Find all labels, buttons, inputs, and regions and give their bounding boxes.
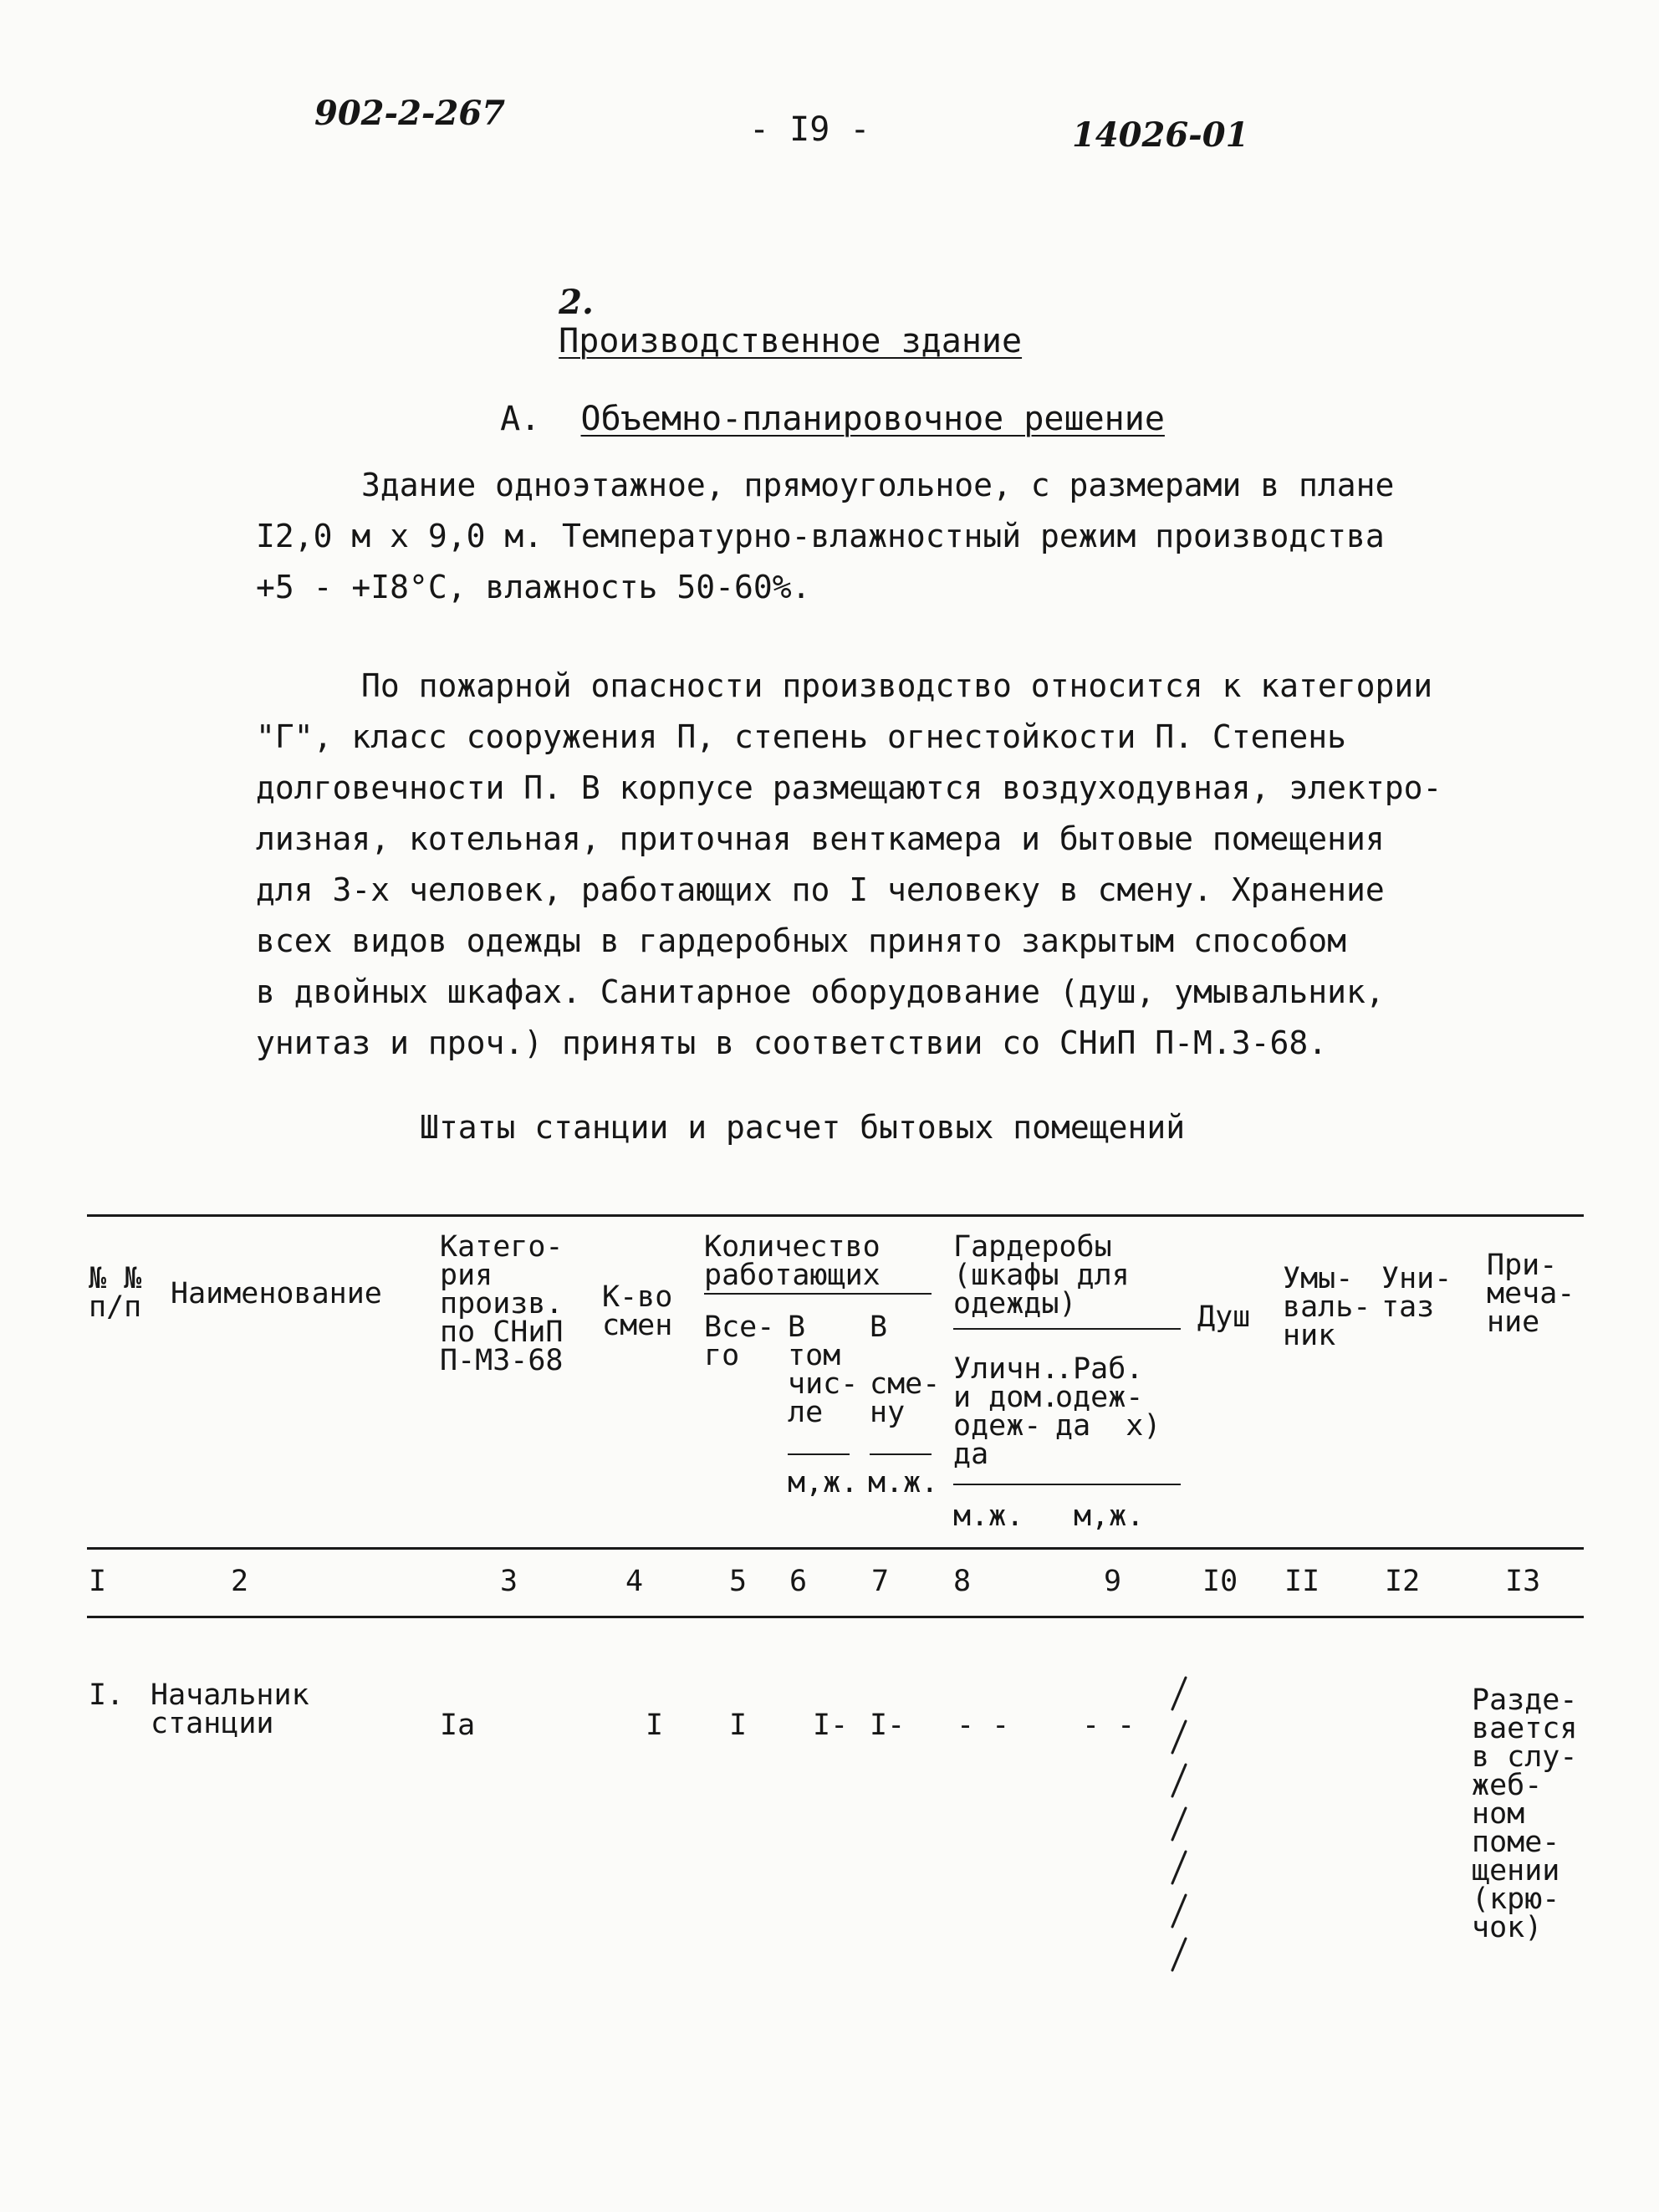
column-number: 9 — [1104, 1565, 1122, 1598]
header-shower: Душ — [1197, 1300, 1251, 1334]
workers-shift-underline — [870, 1453, 932, 1455]
paragraph-line: I2,0 м х 9,0 м. Температурно-влажностный режим производства — [256, 518, 1385, 554]
paragraph-line: +5 - +I8°С, влажность 50-60%. — [256, 569, 811, 605]
table-top-rule — [87, 1214, 1584, 1217]
header-name: Наименование — [171, 1277, 382, 1310]
column-number: 5 — [729, 1565, 748, 1598]
row-name: Начальник станции — [151, 1678, 309, 1740]
document-number: 902-2-267 — [314, 94, 506, 133]
header-num: № № п/п — [89, 1262, 142, 1324]
column-number: 6 — [789, 1565, 808, 1598]
header-toilet: Уни- таз — [1381, 1262, 1452, 1324]
header-workers-all: Все- го — [704, 1310, 775, 1372]
column-number: I3 — [1505, 1565, 1541, 1598]
column-continuation-slashes — [1154, 1673, 1204, 1990]
page-number: - I9 - — [749, 110, 870, 149]
header-wardrobe-title: Гардеробы (шкафы для одежды) — [953, 1230, 1130, 1321]
subsection-heading — [460, 361, 1165, 438]
wardrobe-underline — [953, 1328, 1181, 1330]
row-wardrobe-work: - - — [1082, 1709, 1136, 1742]
header-note: При- меча- ние — [1487, 1249, 1575, 1339]
workers-incl-underline — [788, 1453, 850, 1455]
header-workers-incl: В том чис- ле — [788, 1310, 859, 1429]
table-header-rule — [87, 1547, 1584, 1550]
column-number: I — [89, 1565, 107, 1598]
row-note: Разде- вается в слу- жеб- ном поме- щении (крю- чок) — [1472, 1683, 1578, 1944]
row-num: I. — [89, 1678, 125, 1712]
subsection-title: Объемно-планировочное решение — [580, 400, 1165, 438]
table-numbers-rule — [87, 1616, 1584, 1618]
paragraph-line: унитаз и проч.) приняты в соответствии со СНиП П-М.3-68. — [256, 1024, 1328, 1061]
paragraph-line: лизная, котельная, приточная венткамера и бытовые помещения — [256, 820, 1385, 857]
row-workers-incl: I- — [813, 1709, 849, 1742]
header-wardrobe-mf1: м.ж. — [953, 1499, 1024, 1533]
workers-underline — [704, 1293, 932, 1295]
paragraph-line: в двойных шкафах. Санитарное оборудование (душ, умывальник, — [256, 973, 1385, 1010]
subsection-letter: А. — [500, 400, 541, 438]
section-heading — [518, 244, 1022, 360]
column-number: 2 — [231, 1565, 249, 1598]
row-category: Iа — [440, 1709, 476, 1742]
column-number: 4 — [625, 1565, 644, 1598]
header-shifts: К-во смен — [602, 1280, 673, 1342]
column-number: II — [1284, 1565, 1320, 1598]
header-washbasin: Умы- валь- ник — [1283, 1262, 1371, 1352]
row-workers-shift: I- — [870, 1709, 906, 1742]
paragraph-line: Здание одноэтажное, прямоугольное, с размерами в плане — [361, 467, 1395, 503]
section-title: Производственное здание — [559, 322, 1023, 360]
row-shifts: I — [646, 1709, 664, 1742]
paragraph-line: "Г", класс сооружения П, степень огнестойкости П. Степень — [256, 718, 1347, 755]
header-workers-incl-mf: м,ж. — [788, 1466, 859, 1499]
header-workers-shift-mf: м.ж. — [868, 1466, 939, 1499]
header-wardrobe-mf2: м,ж. — [1074, 1499, 1145, 1533]
album-number: 14026-01 — [1072, 115, 1249, 155]
column-number: 7 — [871, 1565, 890, 1598]
header-wardrobe-work: .Раб. одеж- да х) — [1055, 1352, 1161, 1443]
paragraph-line: По пожарной опасности производство относится к категории — [361, 667, 1433, 704]
header-wardrobe-street: Уличн. и дом. одеж- да — [953, 1352, 1059, 1471]
paragraph-line: для 3-х человек, работающих по I человеку в смену. Хранение — [256, 871, 1385, 908]
section-number: 2. — [559, 283, 594, 322]
table-title: Штаты станции и расчет бытовых помещений — [420, 1109, 1186, 1146]
row-workers-all: I — [729, 1709, 748, 1742]
column-number: 8 — [953, 1565, 972, 1598]
header-category: Катего- рия произв. по СНиП П-МЗ-68 — [440, 1230, 564, 1377]
column-number: I0 — [1202, 1565, 1238, 1598]
header-workers-shift: В сме- ну — [870, 1310, 941, 1429]
paragraph-line: долговечности П. В корпусе размещаются воздуходувная, электро- — [256, 769, 1442, 806]
column-number: 3 — [500, 1565, 518, 1598]
header-workers-title: Количество работающих — [704, 1230, 881, 1292]
row-wardrobe-street: - - — [957, 1709, 1010, 1742]
column-number: I2 — [1385, 1565, 1421, 1598]
wardrobe-sub-underline — [953, 1484, 1181, 1485]
paragraph-line: всех видов одежды в гардеробных принято закрытым способом — [256, 922, 1347, 959]
